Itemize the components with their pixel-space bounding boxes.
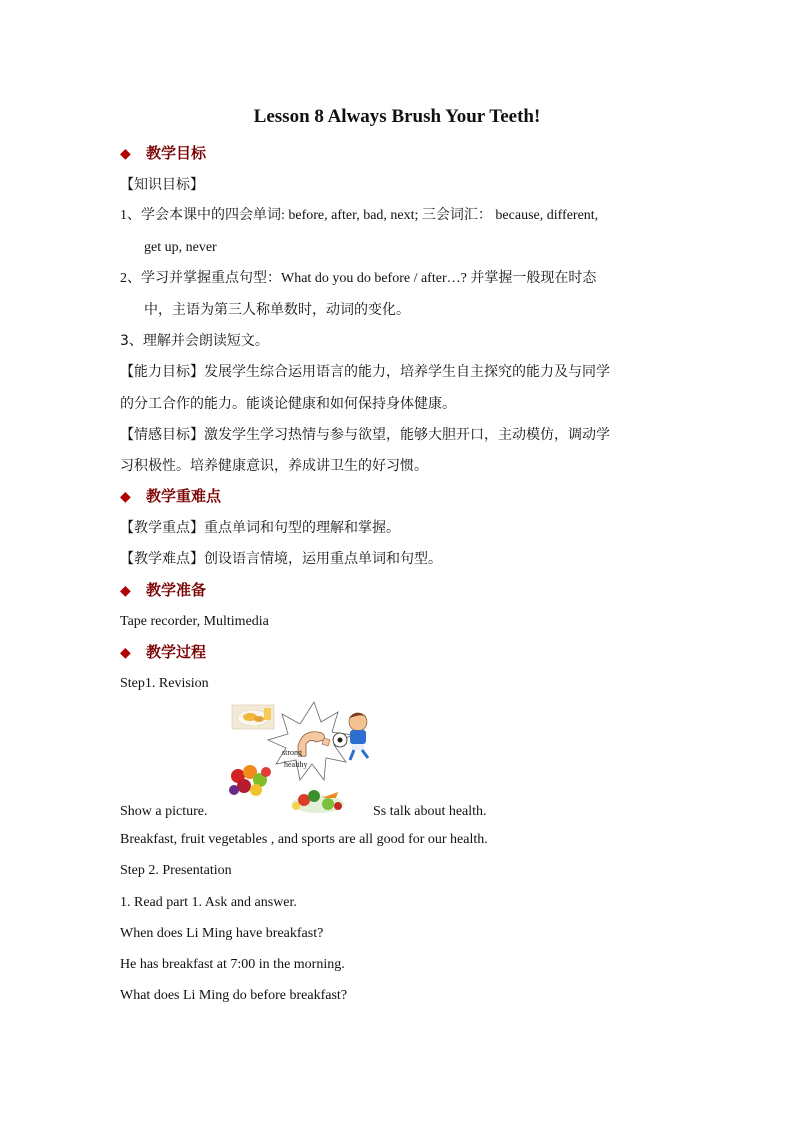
section-heading-process: ◆ 教学过程 bbox=[120, 641, 206, 665]
emotion-goal: 【情感目标】激发学生学习热情与参与欲望，能够大胆开口，主动模仿，调动学 bbox=[120, 427, 610, 443]
question-2: What does Li Ming do before breakfast? bbox=[120, 988, 348, 1003]
question-1: When does Li Ming have breakfast? bbox=[120, 926, 324, 941]
answer-1: He has breakfast at 7:00 in the morning. bbox=[120, 957, 345, 972]
objective-item-2-cont: 中，主语为第三人称单数时，动词的变化。 bbox=[144, 302, 410, 318]
objective-item-2: 2、学习并掌握重点句型：What do you do before / after…? 并掌握一般现在时态 bbox=[120, 271, 597, 286]
knowledge-goal-label: 【知识目标】 bbox=[120, 177, 204, 193]
objective-item-1: 1、学会本课中的四会单词: before, after, bad, next; 三会词汇： because, different, bbox=[120, 208, 599, 223]
teaching-focus: 【教学重点】重点单词和句型的理解和掌握。 bbox=[120, 520, 400, 536]
read-part-instruction: 1. Read part 1. Ask and answer. bbox=[120, 895, 297, 910]
section-heading-preparation: ◆ 教学准备 bbox=[120, 579, 206, 603]
picture-word-healthy: healthy bbox=[284, 760, 308, 769]
ss-talk-text: Ss talk about health. bbox=[373, 804, 487, 819]
emotion-goal-cont: 习积极性。培养健康意识，养成讲卫生的好习惯。 bbox=[120, 458, 428, 474]
breakfast-line: Breakfast, fruit vegetables , and sports are all good for our health. bbox=[120, 832, 488, 847]
objective-item-1-cont: get up, never bbox=[144, 240, 217, 255]
diamond-bullet-icon: ◆ bbox=[120, 490, 131, 505]
picture-word-strong: strong bbox=[282, 748, 302, 757]
step2-heading: Step 2. Presentation bbox=[120, 863, 232, 878]
diamond-bullet-icon: ◆ bbox=[120, 584, 131, 599]
diamond-bullet-icon: ◆ bbox=[120, 147, 131, 162]
lesson-title: Lesson 8 Always Brush Your Teeth! bbox=[253, 106, 541, 127]
objective-item-3: 3、理解并会朗读短文。 bbox=[120, 333, 269, 349]
health-illustration bbox=[226, 700, 376, 822]
diamond-bullet-icon: ◆ bbox=[120, 646, 131, 661]
teaching-difficulty: 【教学难点】创设语言情境，运用重点单词和句型。 bbox=[120, 551, 442, 567]
show-picture-text: Show a picture. bbox=[120, 804, 208, 819]
section-heading-key-points: ◆ 教学重难点 bbox=[120, 485, 221, 509]
step1-heading: Step1. Revision bbox=[120, 676, 209, 691]
vegetables-image bbox=[292, 790, 344, 813]
breakfast-image bbox=[232, 705, 274, 729]
preparation-materials: Tape recorder, Multimedia bbox=[120, 614, 269, 629]
section-heading-objectives: ◆ 教学目标 bbox=[120, 142, 206, 166]
ability-goal: 【能力目标】发展学生综合运用语言的能力，培养学生自主探究的能力及与同学 bbox=[120, 364, 610, 380]
fruit-image bbox=[229, 765, 271, 796]
ability-goal-cont: 的分工合作的能力。能谈论健康和如何保持身体健康。 bbox=[120, 396, 456, 412]
